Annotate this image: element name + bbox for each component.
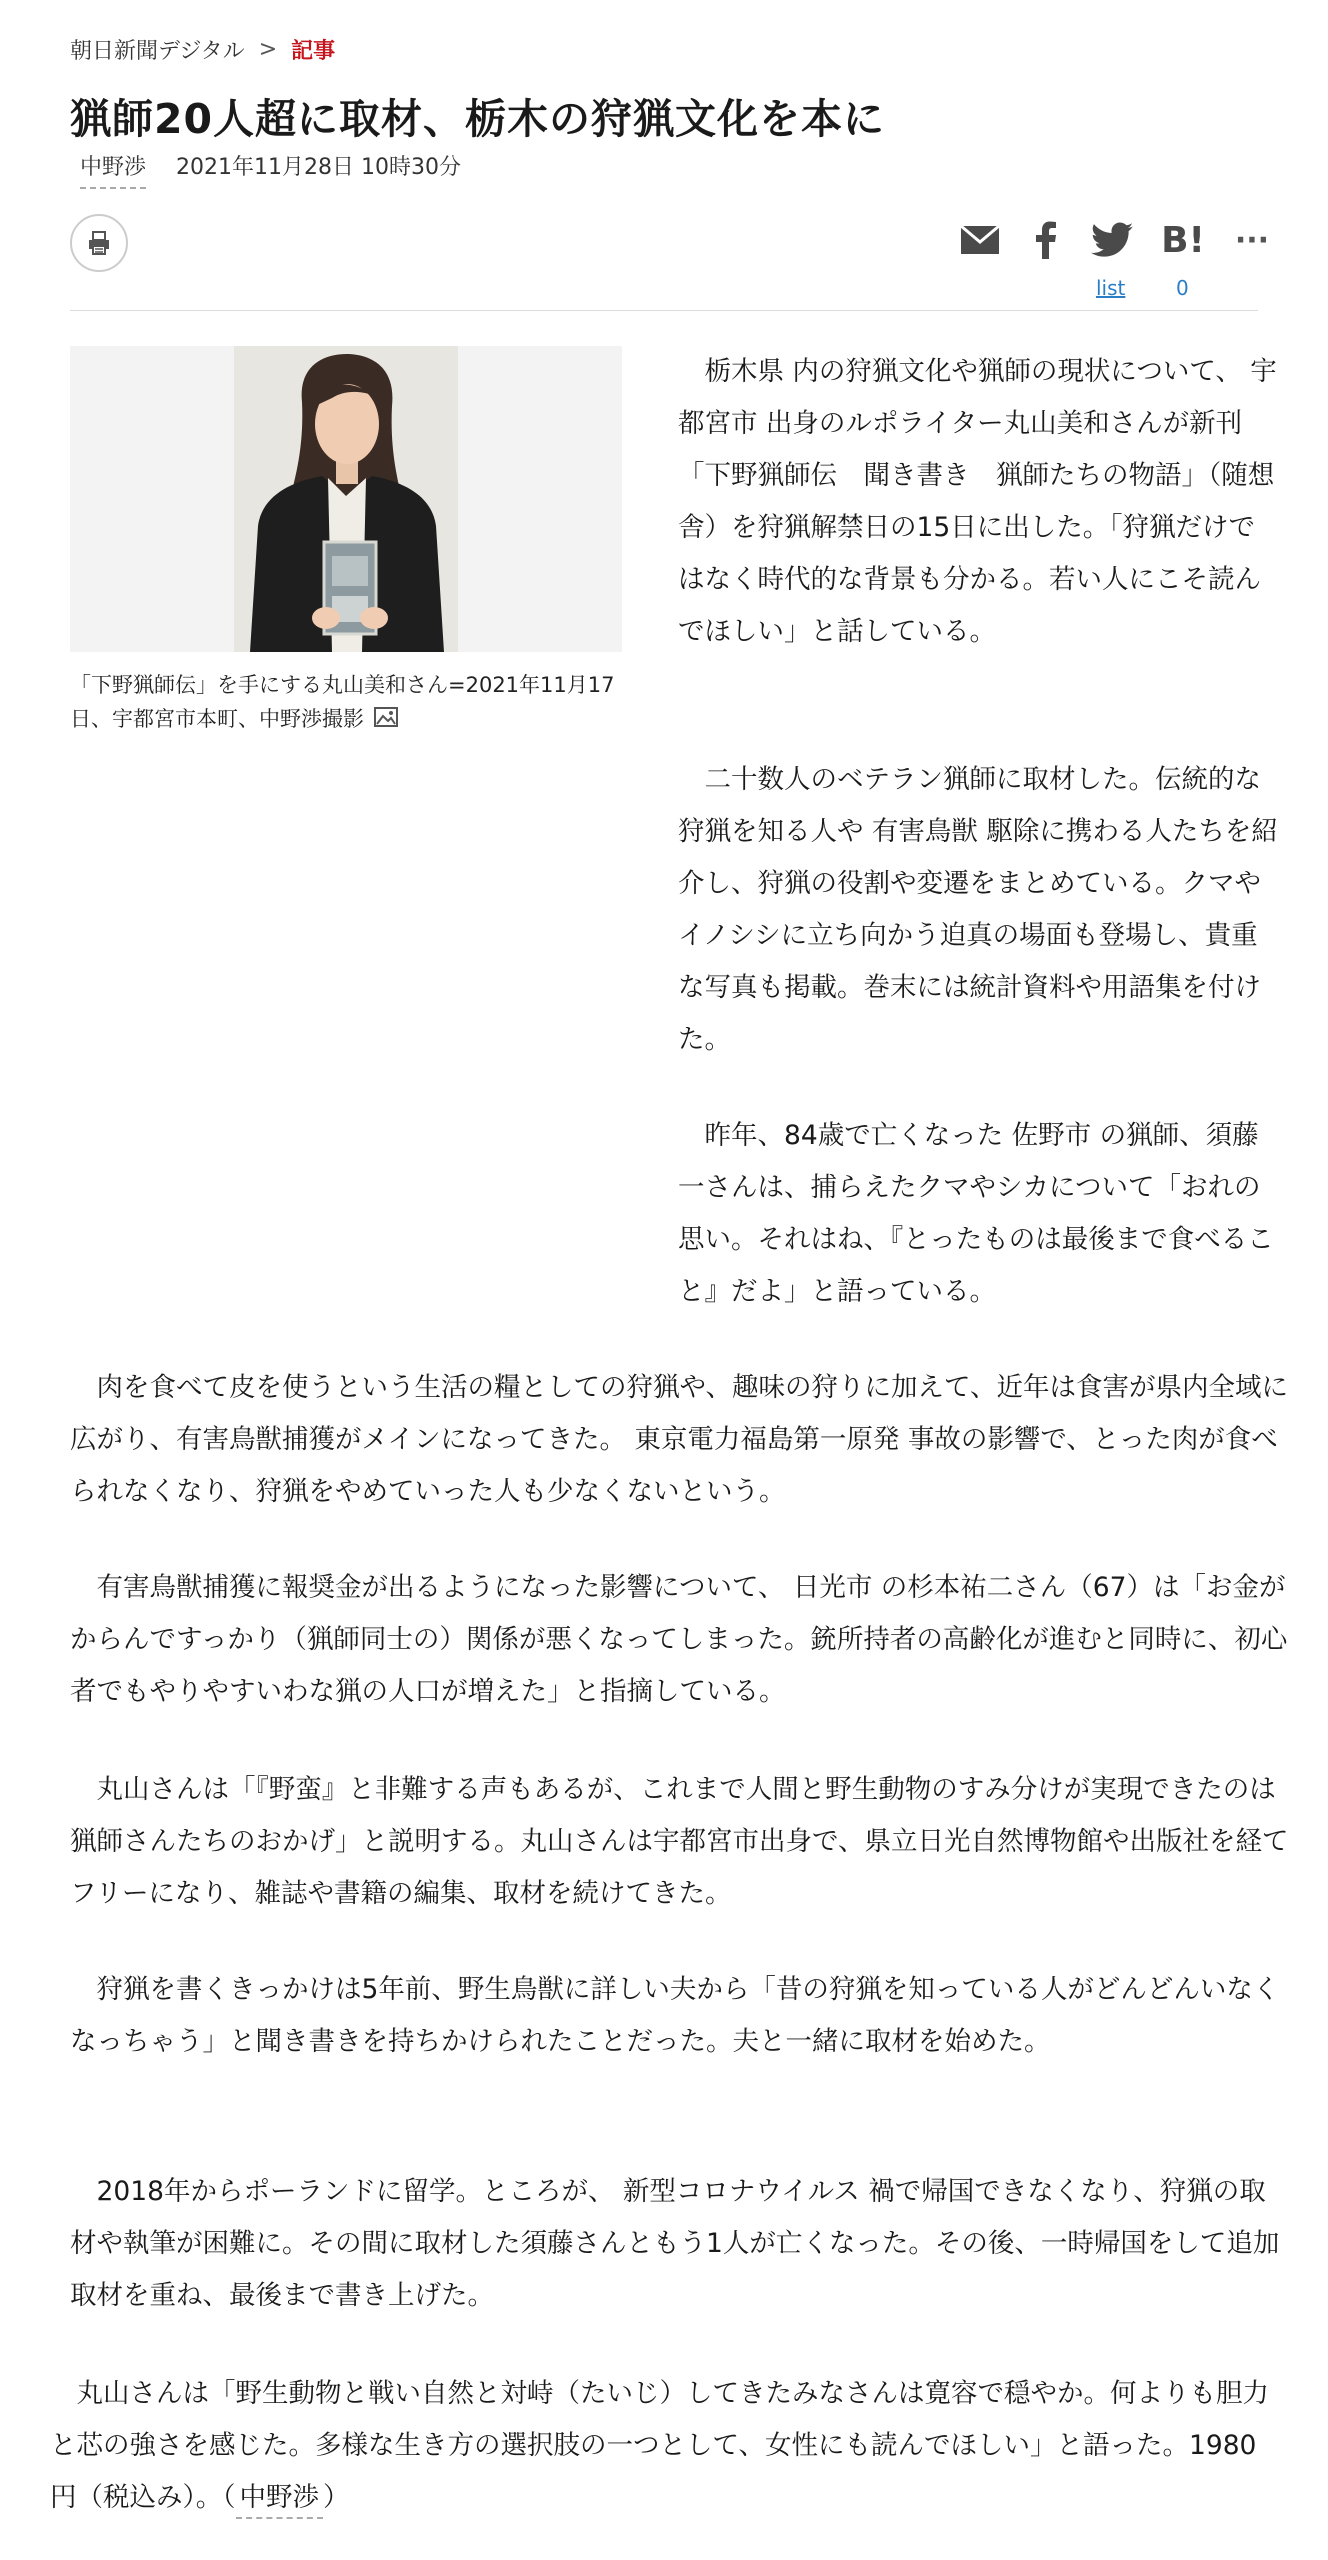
paragraph-2: 二十数人のベテラン猟師に取材した。伝統的な狩猟を知る人や 有害鳥獣 駆除に携わる人たちを紹介し、狩猟の役割や変遷をまとめている。クマやイノシシに立ち向かう迫真の場面も登場し、貴重な写真も掲載。巻末には統計資料や用語集を付けた。 <box>678 764 1278 1055</box>
footer-author-link[interactable]: 中野渉 <box>236 2482 324 2519</box>
photo-caption <box>70 668 630 737</box>
more-share-button[interactable] <box>1232 220 1272 260</box>
paragraph-5: 有害鳥獣捕獲に報奨金が出るようになった影響について、 日光市 の杉本祐二さん（67）は「お金がからんですっかり（猟師同士の）関係が悪くなってしまった。銃所持者の高齢化が進むと同時に、初心者でもやりやすいわな猟の人口が増えた」と指摘している。 <box>70 1572 1288 1707</box>
byline <box>80 150 461 189</box>
photo-woman-holding-book <box>70 346 622 652</box>
image-enlarge-icon[interactable] <box>374 703 398 737</box>
toolbar-divider <box>70 310 1258 311</box>
facebook-icon <box>1035 221 1057 259</box>
twitter-share-button[interactable] <box>1088 220 1136 260</box>
breadcrumb <box>70 34 335 65</box>
mail-share-button[interactable] <box>958 220 1002 260</box>
print-button[interactable] <box>70 214 128 272</box>
hatena-bookmark-icon: B! <box>1161 219 1205 261</box>
more-icon: ··· <box>1234 222 1270 258</box>
breadcrumb-site-link[interactable]: 朝日新聞デジタル <box>70 39 245 64</box>
paragraph-7: 狩猟を書くきっかけは5年前、野生鳥獣に詳しい夫から「昔の狩猟を知っている人がどんどんいなくなっちゃう」と聞き書きを持ちかけられたことだった。夫と一緒に取材を始めた。 <box>70 1974 1280 2057</box>
hatena-bookmark-button[interactable] <box>1158 220 1208 260</box>
hatena-bookmark-count[interactable]: 0 <box>1176 276 1189 300</box>
paragraph-9-text: 丸山さんは「野生動物と戦い自然と対峙（たいじ）してきたみなさんは寛容で穏やか。何よりも胆力と芯の強さを感じた。多様な生き方の選択肢の一つとして、女性にも読んでほしい」と語った。1980円（税込み）。（ <box>50 2378 1269 2513</box>
article-photo[interactable] <box>70 346 622 652</box>
publish-date: 2021年11月28日 10時30分 <box>176 155 461 180</box>
twitter-count-link[interactable]: list <box>1096 276 1126 300</box>
facebook-share-button[interactable] <box>1028 220 1064 260</box>
paragraph-8: 2018年からポーランドに留学。ところが、 新型コロナウイルス 禍で帰国できなくなり、狩猟の取材や執筆が困難に。その間に取材した須藤さんともう1人が亡くなった。その後、一時帰国をして追加取材を重ね、最後まで書き上げた。 <box>70 2176 1280 2311</box>
paragraph-1: 栃木県 内の狩猟文化や猟師の現状について、 宇都宮市 出身のルポライター丸山美和さんが新刊「下野猟師伝 聞き書き 猟師たちの物語」（随想舎）を狩猟解禁日の15日に出した。「狩猟だけではなく時代的な背景も分かる。若い人にこそ読んでほしい」と話している。 <box>678 356 1277 647</box>
paragraph-3: 昨年、84歳で亡くなった 佐野市 の猟師、須藤一さんは、捕らえたクマやシカについて「おれの思い。それはね、『とったものは最後まで食べること』だよ」と語っている。 <box>678 1120 1274 1307</box>
author-link[interactable]: 中野渉 <box>80 150 146 189</box>
mail-icon <box>960 225 1000 255</box>
print-icon <box>85 229 113 257</box>
twitter-icon <box>1091 222 1133 258</box>
paragraph-9-close: ） <box>323 2482 350 2513</box>
paragraph-6: 丸山さんは「『野蛮』と非難する声もあるが、これまで人間と野生動物のすみ分けが実現できたのは猟師さんたちのおかげ」と説明する。丸山さんは宇都宮市出身で、県立日光自然博物館や出版社を経てフリーになり、雑誌や書籍の編集、取材を続けてきた。 <box>70 1774 1289 1909</box>
breadcrumb-current: 記事 <box>291 39 336 64</box>
paragraph-9 <box>50 2368 1280 2524</box>
photo-caption-text: 「下野猟師伝」を手にする丸山美和さん=2021年11月17日、宇都宮市本町、中野渉撮影 <box>70 673 615 731</box>
breadcrumb-separator: > <box>258 37 278 62</box>
paragraph-4: 肉を食べて皮を使うという生活の糧としての狩猟や、趣味の狩りに加えて、近年は食害が県内全域に広がり、有害鳥獣捕獲がメインになってきた。 東京電力福島第一原発 事故の影響で、とった肉が食べられなくなり、狩猟をやめていった人も少なくないという。 <box>70 1372 1288 1507</box>
article-title: 猟師20人超に取材、栃木の狩猟文化を本に <box>70 95 886 143</box>
